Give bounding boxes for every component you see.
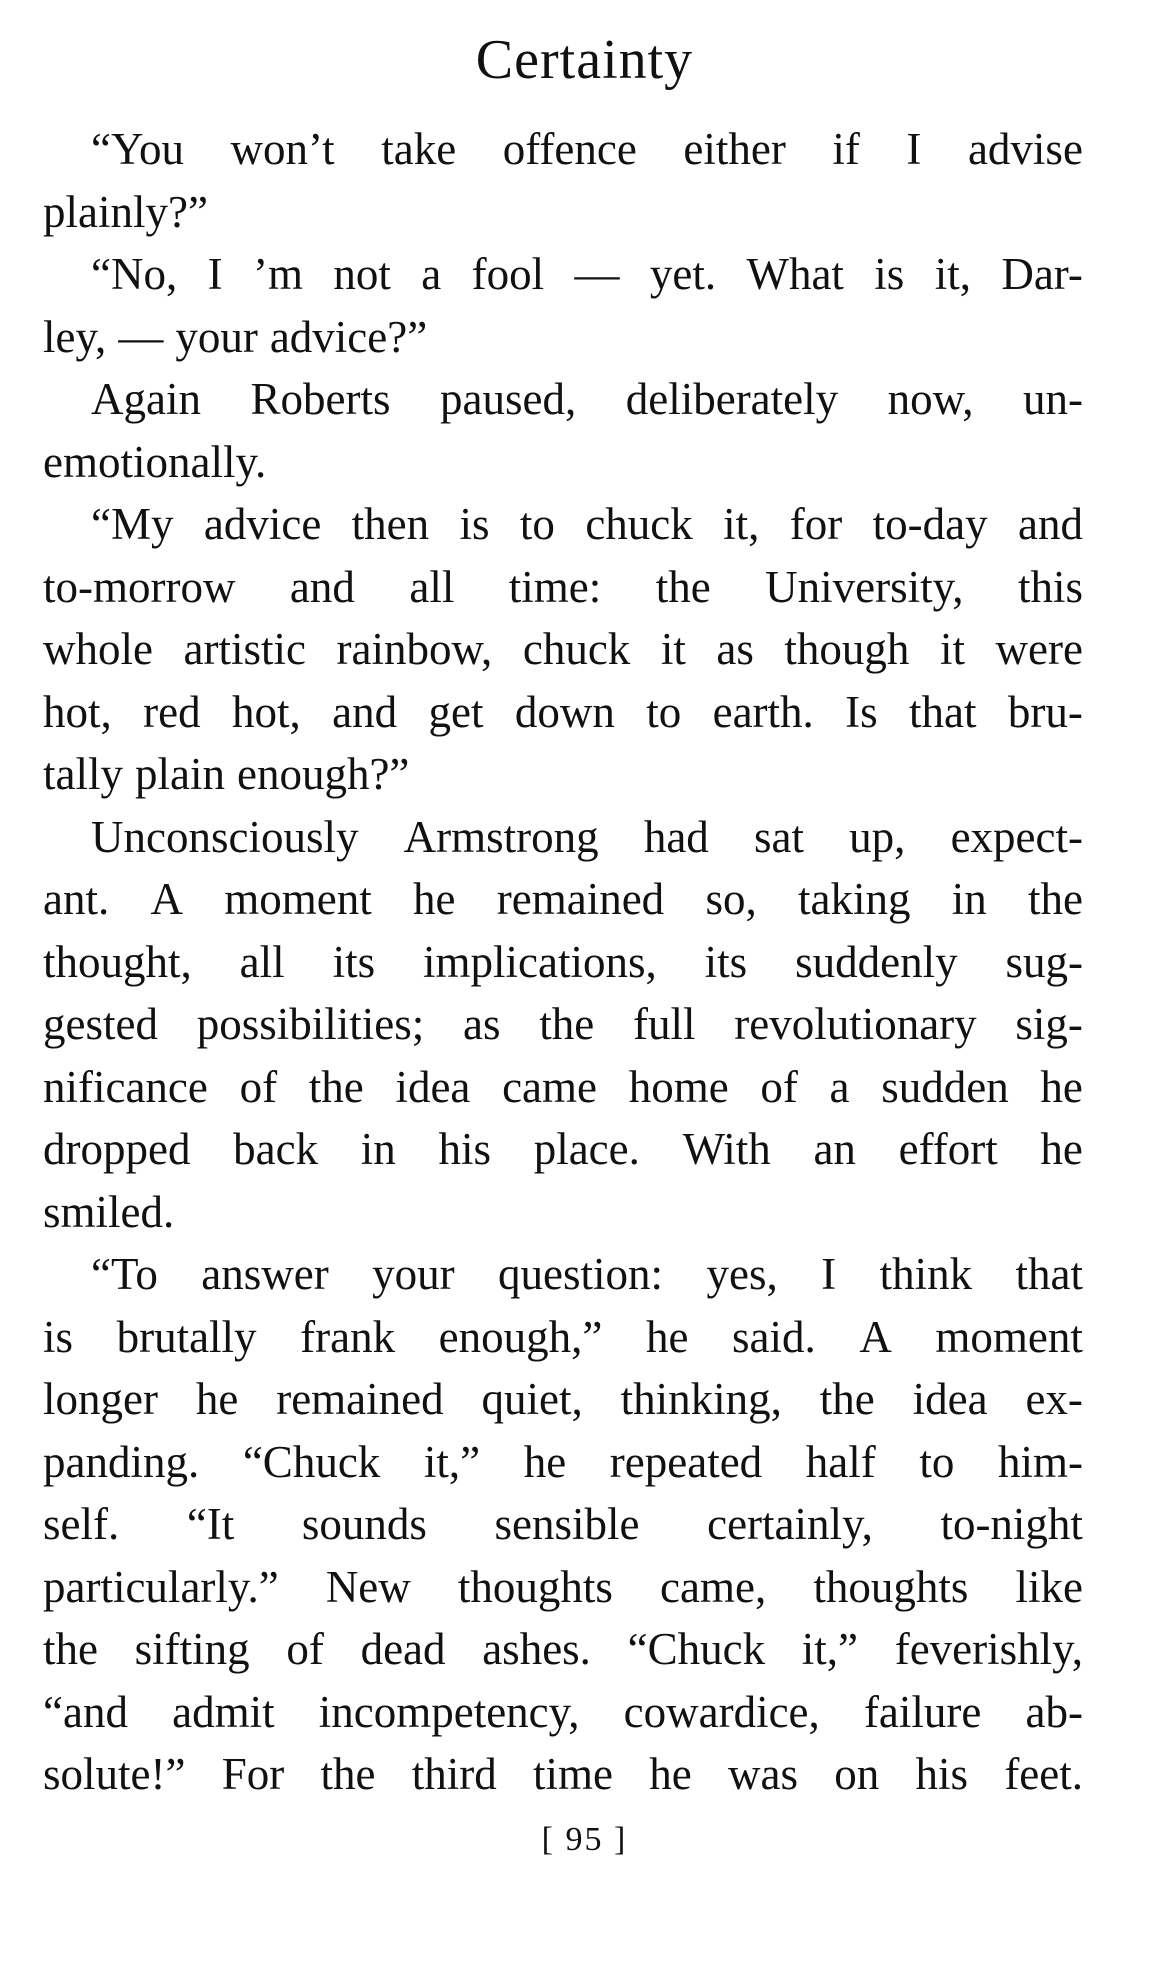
paragraph	[43, 118, 1083, 243]
body-text	[43, 118, 1083, 1806]
text-line: to-morrow and all time: the University, this	[43, 561, 1083, 612]
text-line: gested possibilities; as the full revolutionary sig-	[43, 999, 1083, 1049]
text-line: tally plain enough?”	[43, 749, 410, 799]
text-line: hot, red hot, and get down to earth. Is that bru-	[43, 686, 1083, 737]
text-line: longer he remained quiet, thinking, the idea ex-	[43, 1374, 1083, 1424]
paragraph	[43, 493, 1083, 806]
text-line: “You won’t take offence either if I advise	[91, 124, 1083, 174]
text-line: is brutally frank enough,” he said. A moment	[43, 1311, 1083, 1362]
text-line: “My advice then is to chuck it, for to-day and	[91, 499, 1083, 549]
text-line: panding. “Chuck it,” he repeated half to him-	[43, 1436, 1083, 1487]
text-line: plainly?”	[43, 186, 208, 237]
text-line: Unconsciously Armstrong had sat up, expect-	[91, 811, 1083, 862]
text-line: solute!” For the third time he was on his feet.	[43, 1749, 1083, 1799]
text-line: smiled.	[43, 1186, 175, 1237]
paragraph	[43, 243, 1083, 368]
paragraph	[43, 368, 1083, 493]
paragraph	[43, 806, 1083, 1244]
text-line: ant. A moment he remained so, taking in the	[43, 874, 1083, 924]
text-line: whole artistic rainbow, chuck it as though it were	[43, 624, 1083, 674]
running-head: Certainty	[475, 29, 694, 91]
text-line: dropped back in his place. With an effort he	[43, 1124, 1083, 1174]
text-line: “To answer your question: yes, I think that	[91, 1249, 1083, 1299]
text-line: thought, all its implications, its suddenly sug-	[43, 936, 1083, 987]
paragraph	[43, 1243, 1083, 1806]
text-line: ley, — your advice?”	[43, 311, 428, 362]
text-line: self. “It sounds sensible certainly, to-night	[43, 1499, 1083, 1549]
page-number: [ 95 ]	[541, 1821, 628, 1858]
text-line: emotionally.	[43, 436, 267, 487]
text-line: “and admit incompetency, cowardice, failure ab-	[43, 1686, 1083, 1737]
text-line: Again Roberts paused, deliberately now, un-	[91, 374, 1083, 424]
text-line: “No, I ’m not a fool — yet. What is it, Dar-	[91, 249, 1083, 299]
text-line: nificance of the idea came home of a sudden he	[43, 1061, 1083, 1112]
text-line: the sifting of dead ashes. “Chuck it,” feverishly,	[43, 1624, 1083, 1674]
text-line: particularly.” New thoughts came, thoughts like	[43, 1561, 1083, 1612]
